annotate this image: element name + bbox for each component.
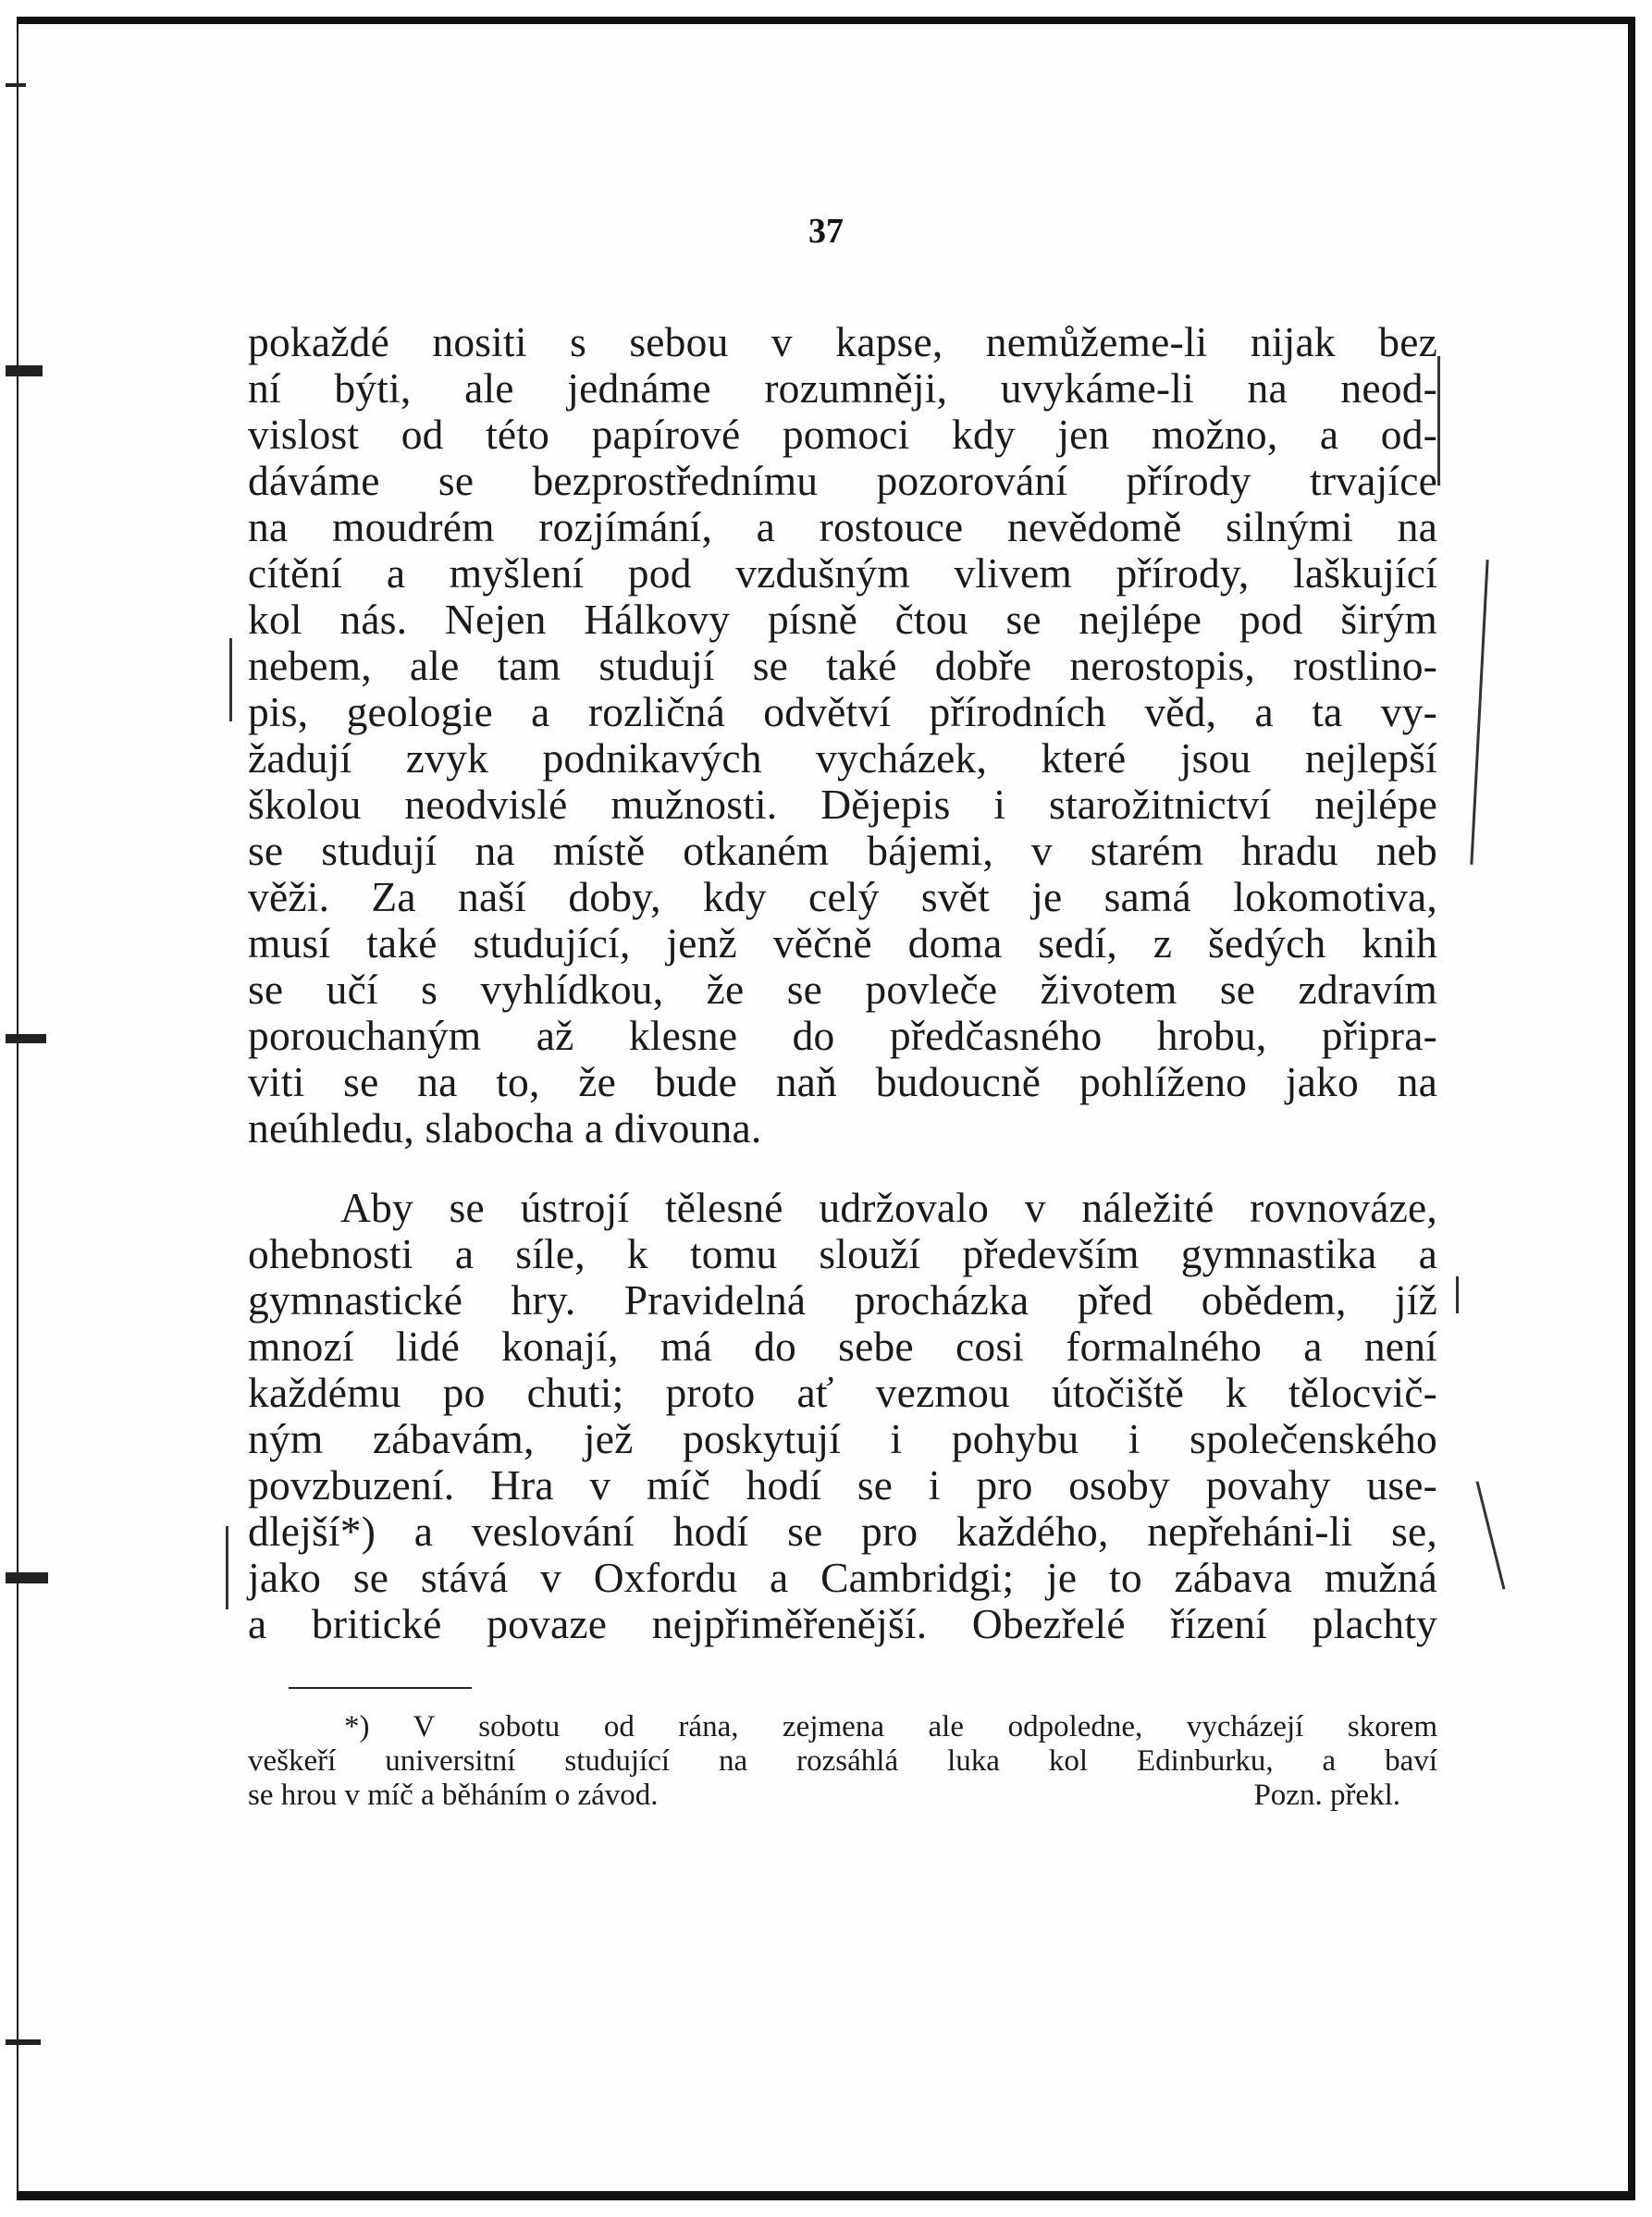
text-line: se učí s vyhlídkou, že se povleče životem se zdravím [248, 966, 1437, 1013]
text-line: pis, geologie a rozličná odvětví přírodních věd, a ta vy- [248, 688, 1437, 735]
text-line: školou neodvislé mužnosti. Dějepis i starožitnictví nejlépe [248, 781, 1437, 828]
footnote-line-text: se hrou v míč a běháním o závod. [248, 1779, 659, 1812]
text-line: nebem, ale tam studují se také dobře nerostopis, rostlino- [248, 642, 1437, 689]
footnote-line: veškeří universitní studující na rozsáhlá luka kol Edinburku, a baví [248, 1744, 1437, 1778]
text-line: Aby se ústrojí tělesné udržovalo v náležité rovnováze, [340, 1184, 1437, 1231]
margin-mark-right-3 [1456, 1276, 1459, 1313]
margin-mark-left-1 [229, 638, 232, 721]
text-line: gymnastické hry. Pravidelná procházka před obědem, jíž [248, 1276, 1437, 1324]
text-line: kol nás. Nejen Hálkovy písně čtou se nejlépe pod širým [248, 596, 1437, 643]
text-line: se studují na místě otkaném bájemi, v starém hradu neb [248, 827, 1437, 874]
text-line: jako se stává v Oxfordu a Cambridgi; je to zábava mužná [248, 1554, 1437, 1601]
text-line: cítění a myšlení pod vzdušným vlivem přírody, laškující [248, 549, 1437, 597]
footnote-line: *) V sobotu od rána, zejmena ale odpoledne, vycházejí skorem [344, 1710, 1437, 1743]
footnote-line-last [248, 1779, 1437, 1813]
page-number: 37 [808, 212, 844, 251]
footnote-signature: Pozn. překl. [1253, 1779, 1400, 1812]
text-line: žadují zvyk podnikavých vycházek, které jsou nejlepší [248, 734, 1437, 782]
binding-mark-3 [6, 1034, 46, 1043]
margin-mark-left-2 [226, 1526, 228, 1609]
binding-mark-4 [6, 1572, 48, 1583]
text-line: věži. Za naší doby, kdy celý svět je samá lokomotiva, [248, 873, 1437, 920]
paragraph-2 [248, 1185, 1437, 1647]
margin-mark-right-1 [1437, 356, 1440, 486]
text-line: dlejší*) a veslování hodí se pro každého, nepřeháni-li se, [248, 1508, 1437, 1555]
text-line: na moudrém rozjímání, a rostouce nevědomě silnými na [248, 503, 1437, 550]
text-line: mnozí lidé konají, má do sebe cosi formalného a není [248, 1323, 1437, 1370]
text-line: ní býti, ale jednáme rozumněji, uvykáme-li na neod- [248, 364, 1437, 412]
paragraph-gap [248, 1152, 1437, 1185]
binding-mark-5 [6, 2039, 41, 2045]
binding-mark-2 [6, 365, 43, 376]
main-text [248, 319, 1437, 1647]
paragraph-1 [248, 319, 1437, 1152]
text-line: a britické povaze nejpřiměřenější. Obezřelé řízení plachty [248, 1600, 1437, 1647]
text-line: neúhledu, slabocha a divouna. [248, 1104, 762, 1152]
text-line: pokaždé nositi s sebou v kapse, nemůžeme-li nijak bez [248, 318, 1437, 365]
text-line: porouchaným až klesne do předčasného hrobu, připra- [248, 1012, 1437, 1059]
text-line: povzbuzení. Hra v míč hodí se i pro osoby povahy use- [248, 1461, 1437, 1509]
text-line: dáváme se bezprostřednímu pozorování přírody trvajíce [248, 457, 1437, 504]
footnote-rule [289, 1687, 472, 1689]
text-line: viti se na to, že bude naň budoucně pohlíženo jako na [248, 1058, 1437, 1105]
text-line: každému po chuti; proto ať vezmou útočiště k tělocvič- [248, 1369, 1437, 1416]
binding-mark-1 [6, 83, 26, 87]
text-line: vislost od této papírové pomoci kdy jen možno, a od- [248, 411, 1437, 458]
text-line: ným zábavám, jež poskytují i pohybu i společenského [248, 1415, 1437, 1462]
footnote [248, 1710, 1437, 1813]
text-line: musí také studující, jenž věčně doma sedí, z šedých knih [248, 919, 1437, 967]
text-line: ohebnosti a síle, k tomu slouží především gymnastika a [248, 1230, 1437, 1277]
